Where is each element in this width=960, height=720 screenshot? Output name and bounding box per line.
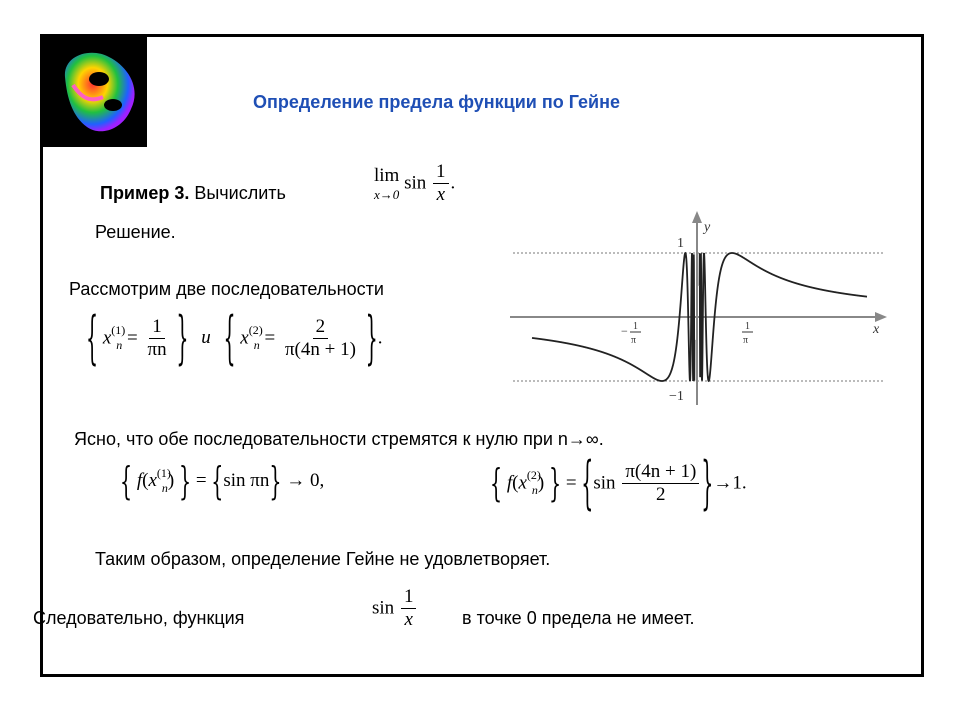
f-right-limit: →1. xyxy=(713,472,747,494)
f-left-x: x xyxy=(148,470,157,491)
right-brace-icon: } xyxy=(548,461,562,506)
left-brace-icon: { xyxy=(223,305,236,372)
slide-title: Определение предела функции по Гейне xyxy=(253,92,620,112)
lim-func: sin xyxy=(404,172,427,194)
seq1-sub: n xyxy=(116,338,123,353)
conclusion-2-after: в точке 0 предела не имеет. xyxy=(462,608,695,628)
example-label: Пример 3. xyxy=(100,183,190,203)
f-right-fraction xyxy=(622,462,699,506)
tick-pos-frac-num: 1 xyxy=(745,321,750,332)
lim-den: x xyxy=(436,183,445,205)
c2-num: 1 xyxy=(401,587,417,609)
left-brace-icon: { xyxy=(490,461,503,506)
f-seq-right-formula: { $f(x^{(2)}_n)$ } = {sin $\frac{\pi(4n + 1)}{2}$ }→1. xyxy=(490,450,747,517)
torus-logo-icon xyxy=(43,37,147,147)
and-word: и xyxy=(201,327,211,349)
c2-sin: sin xyxy=(372,597,395,619)
conclusion-2-before: Следовательно, функция xyxy=(33,608,245,628)
right-brace-icon: } xyxy=(365,305,378,372)
left-brace-icon: { xyxy=(581,450,594,517)
f-right-sup: (2) xyxy=(526,468,541,483)
f-right: f xyxy=(506,472,513,494)
f-right-den: 2 xyxy=(656,483,666,505)
f-left-sup: (1) xyxy=(156,466,171,480)
x-axis-arrow-icon xyxy=(875,312,887,322)
clear-text: Ясно, что обе последовательности стремятся к нулю при n→∞. xyxy=(74,429,604,449)
conclusion-2-func xyxy=(372,587,418,631)
right-brace-icon: } xyxy=(701,450,714,517)
right-brace-icon: } xyxy=(178,459,192,504)
conclusion-1: Таким образом, определение Гейне не удовлетворяет. xyxy=(95,549,551,569)
tick-minus-1: −1 xyxy=(669,389,684,404)
seq1-den: πn xyxy=(147,338,167,360)
f-right-sub: n xyxy=(531,483,538,498)
left-brace-icon: { xyxy=(120,459,133,504)
lim-sub: x→0 xyxy=(374,186,400,202)
seq2-fraction xyxy=(282,317,359,361)
left-brace-icon: { xyxy=(211,459,224,504)
lim-fraction xyxy=(433,162,449,206)
f-left-value: sin πn xyxy=(223,470,270,491)
tick-pos-frac-den: π xyxy=(743,335,749,346)
right-brace-icon: } xyxy=(269,459,282,504)
c2-den: x xyxy=(404,608,413,630)
example-line xyxy=(100,183,286,204)
seq1-x: x xyxy=(102,327,112,349)
left-brace-icon: { xyxy=(86,305,99,372)
seq2-sup: (2) xyxy=(248,323,263,338)
f-left-eq: = xyxy=(195,470,207,491)
solution-label: Решение. xyxy=(95,222,176,242)
f-right-num: π(4n + 1) xyxy=(622,462,699,484)
f-seq-left-formula: { $f(x^{(1)}_n)$ } = {sin πn} → 0, xyxy=(120,459,325,504)
seq2-sub: n xyxy=(253,338,260,353)
tick-neg-frac-den: π xyxy=(631,335,637,346)
lim-op: lim xyxy=(374,164,400,186)
seq2-eq: = xyxy=(264,327,276,349)
f-left-sub: n xyxy=(161,481,168,495)
lim-num: 1 xyxy=(433,162,449,184)
c2-fraction xyxy=(401,587,417,631)
seq2-den: π(4n + 1) xyxy=(284,338,356,360)
f-right-x: x xyxy=(518,472,527,494)
consider-text: Рассмотрим две последовательности xyxy=(69,279,384,299)
tick-1: 1 xyxy=(677,236,684,251)
limit-formula xyxy=(374,162,455,206)
f-right-sin: sin xyxy=(593,472,616,494)
lim-end: . xyxy=(450,172,456,194)
tick-neg-frac-num: 1 xyxy=(633,321,638,332)
seq-end: . xyxy=(377,327,383,349)
seq1-sup: (1) xyxy=(111,323,126,338)
y-label: y xyxy=(704,220,711,235)
tick-minus-sign: − xyxy=(621,324,628,338)
f-right-eq: = xyxy=(565,472,577,494)
seq2-x: x xyxy=(240,327,249,349)
x-label: x xyxy=(873,322,880,337)
seq1-num: 1 xyxy=(149,317,165,339)
example-text: Вычислить xyxy=(194,183,286,203)
seq1-eq: = xyxy=(127,327,138,349)
seq2-num: 2 xyxy=(313,317,329,339)
y-axis-arrow-icon xyxy=(692,211,702,223)
sequences-formula xyxy=(86,305,383,372)
seq1-fraction xyxy=(145,317,170,361)
right-brace-icon: } xyxy=(176,305,189,372)
f-left: f xyxy=(136,470,143,491)
f-left-limit: → 0, xyxy=(286,470,325,491)
sin-1-over-x-graph xyxy=(505,205,890,410)
